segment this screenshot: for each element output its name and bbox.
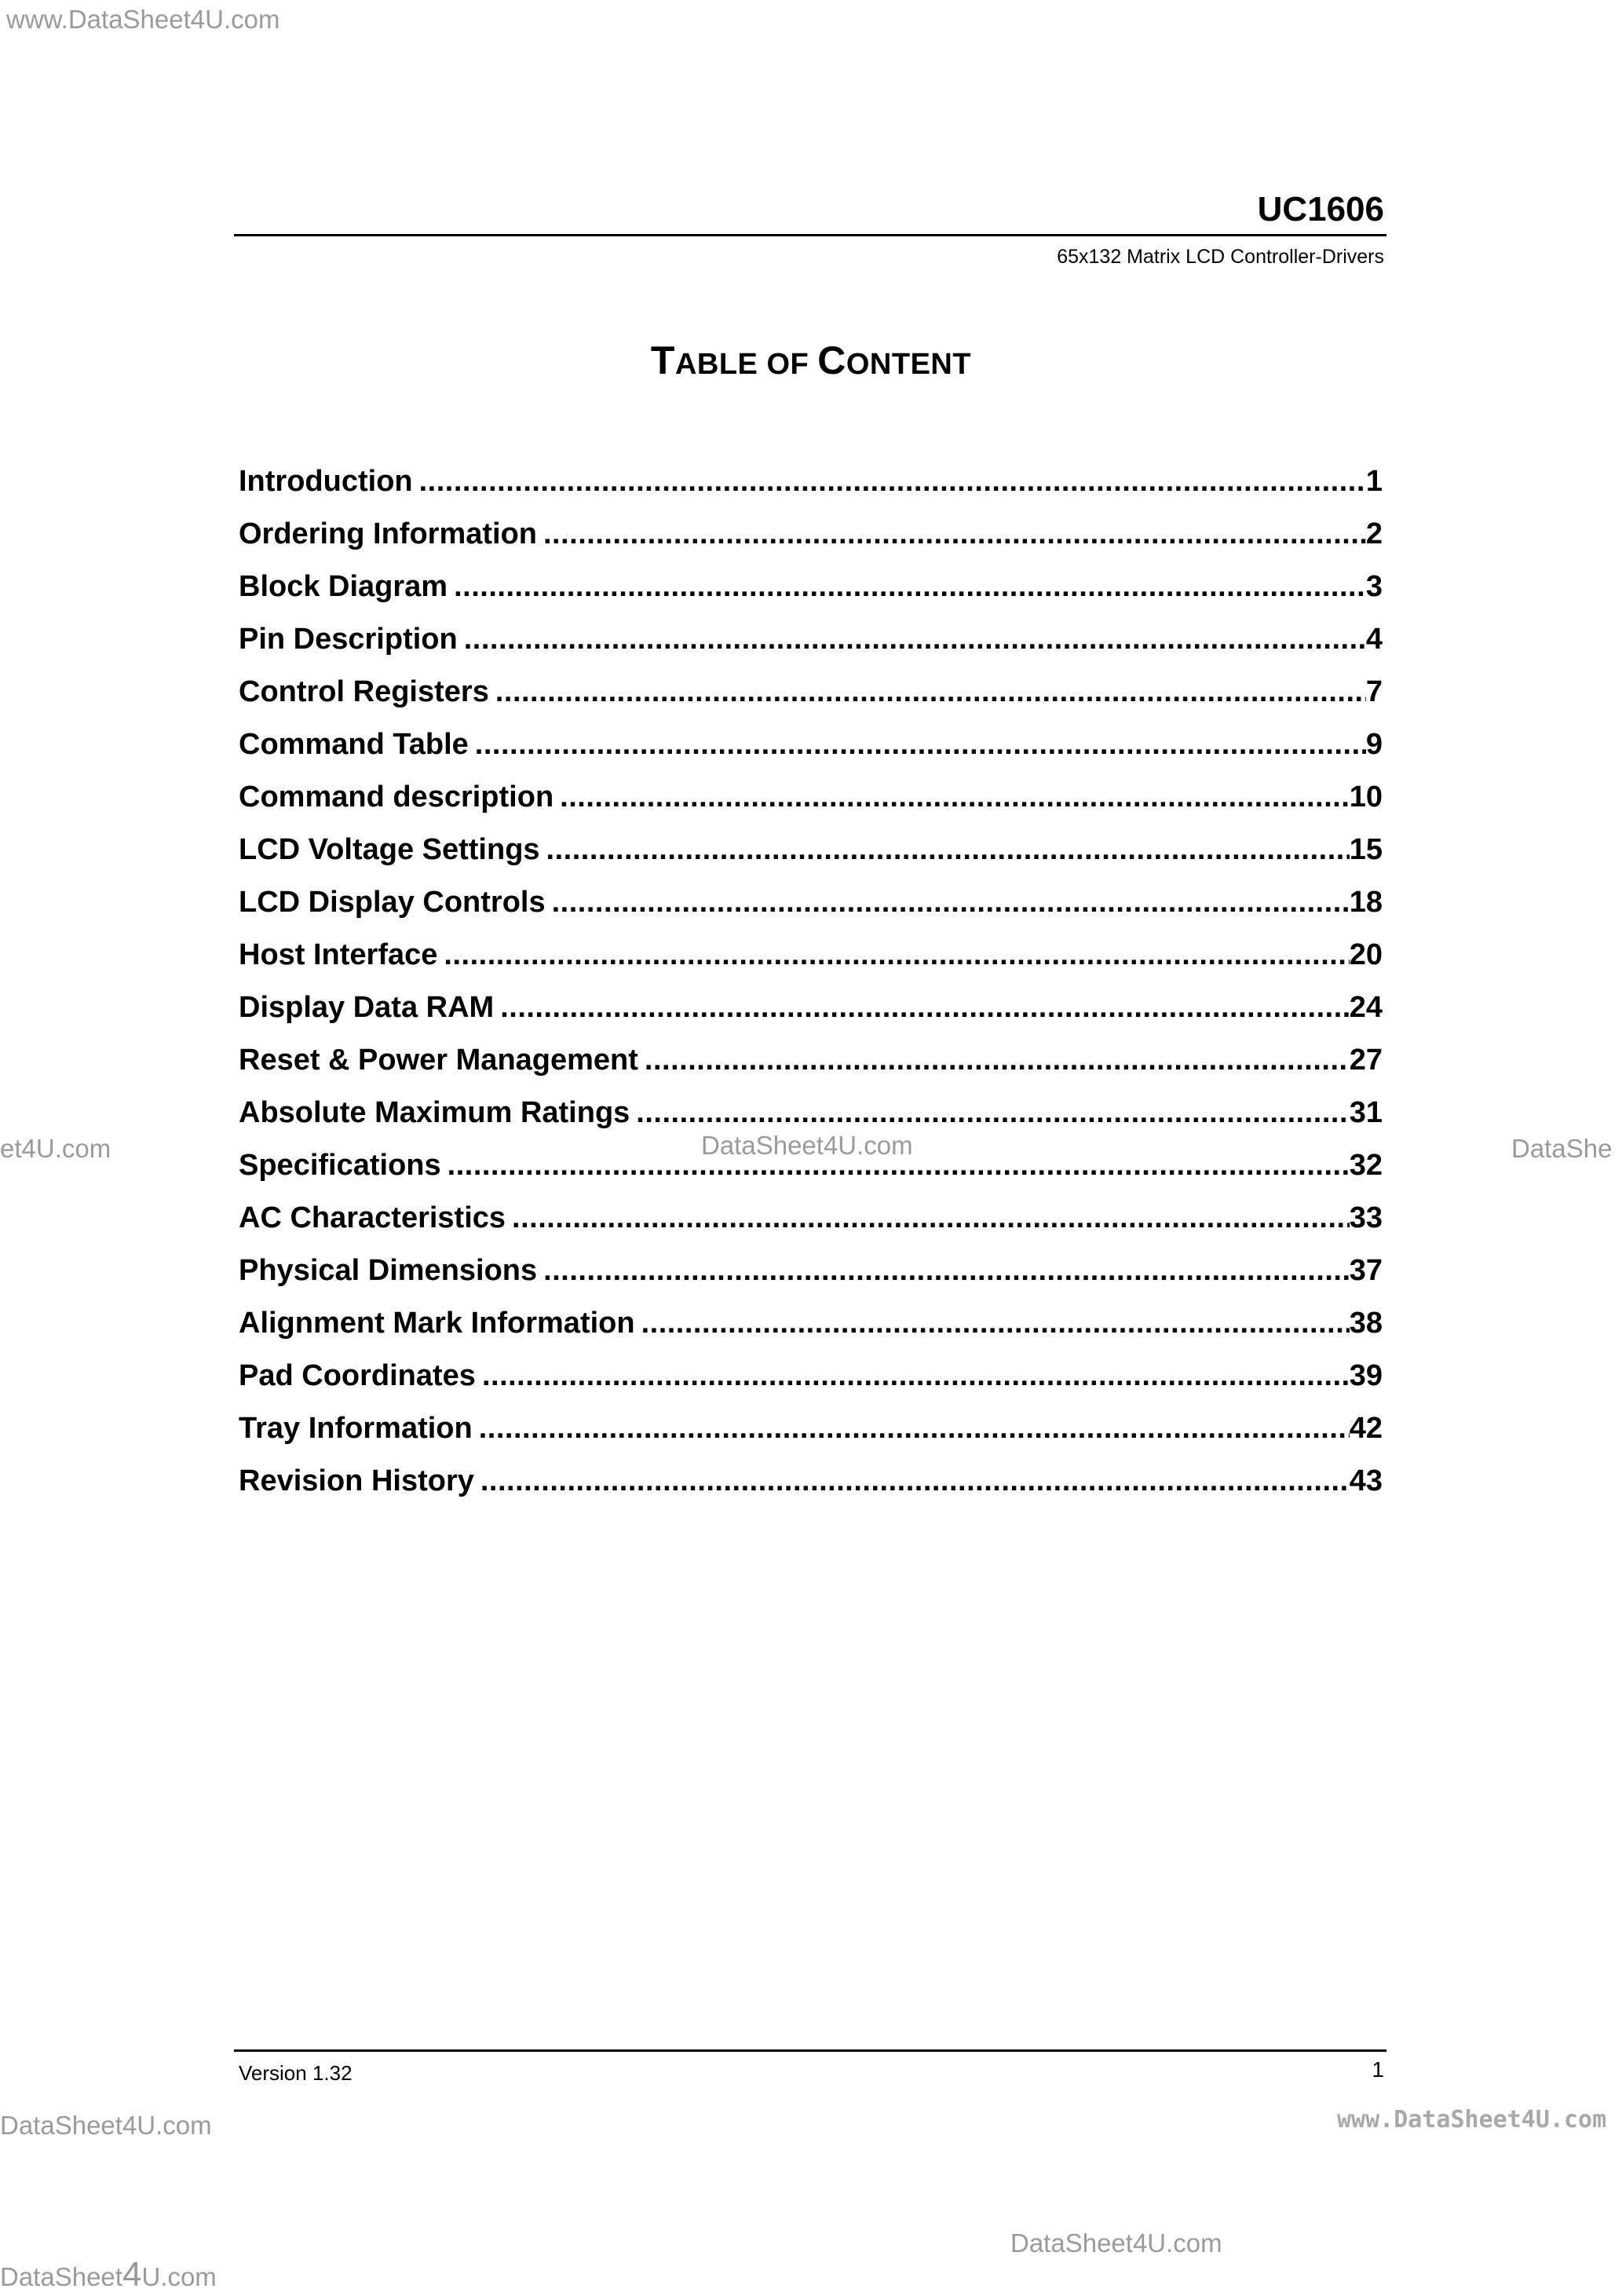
watermark-bottom-left-part-c: U.com bbox=[141, 2262, 217, 2291]
toc-entry[interactable] bbox=[239, 879, 1383, 931]
toc-entry-leader bbox=[474, 1457, 1350, 1504]
toc-entry-leader bbox=[469, 721, 1366, 768]
toc-entry-leader bbox=[494, 984, 1350, 1031]
toc-entry-title: Physical Dimensions bbox=[239, 1254, 538, 1287]
toc-entry[interactable] bbox=[239, 563, 1383, 616]
toc-entry[interactable] bbox=[239, 1300, 1383, 1352]
toc-entry-title: Control Registers bbox=[239, 675, 489, 708]
toc-entry-leader bbox=[630, 1089, 1349, 1136]
toc-entry-leader bbox=[489, 668, 1366, 715]
toc-entry-page: 4 bbox=[1365, 623, 1383, 656]
toc-entry-title: Tray Information bbox=[239, 1412, 473, 1445]
toc-entry-leader bbox=[537, 1247, 1350, 1294]
toc-entry-title: Host Interface bbox=[239, 938, 438, 971]
toc-entry-page: 43 bbox=[1349, 1464, 1383, 1497]
toc-entry-page: 18 bbox=[1349, 886, 1383, 919]
toc-entry-page: 9 bbox=[1365, 728, 1383, 761]
toc-heading-c: C bbox=[817, 338, 846, 382]
watermark-top-left: www.DataSheet4U.com bbox=[6, 5, 280, 34]
toc-entry[interactable] bbox=[239, 668, 1383, 721]
toc-entry-leader bbox=[638, 1036, 1350, 1084]
toc-entry-page: 39 bbox=[1349, 1359, 1383, 1392]
toc-entry[interactable] bbox=[239, 1036, 1383, 1089]
toc-entry-page: 33 bbox=[1349, 1201, 1383, 1234]
toc-entry-title: Pin Description bbox=[239, 623, 458, 656]
toc-entry[interactable] bbox=[239, 1247, 1383, 1300]
toc-entry[interactable] bbox=[239, 773, 1383, 826]
toc-heading-ontent: ONTENT bbox=[846, 348, 972, 381]
toc-entry-leader bbox=[476, 1352, 1350, 1399]
toc-entry-leader bbox=[537, 510, 1366, 558]
watermark-mid-center: DataSheet4U.com bbox=[701, 1131, 913, 1160]
watermark-lower-left: DataSheet4U.com bbox=[0, 2111, 212, 2140]
toc-entry-leader bbox=[473, 1405, 1350, 1452]
toc-entry-page: 3 bbox=[1365, 570, 1383, 603]
toc-entry-page: 38 bbox=[1349, 1307, 1383, 1340]
version-label: Version 1.32 bbox=[239, 2061, 353, 2085]
toc-entry-page: 27 bbox=[1349, 1044, 1383, 1077]
toc-entry-page: 37 bbox=[1349, 1254, 1383, 1287]
toc-entry-page: 20 bbox=[1349, 938, 1383, 971]
toc-entry[interactable] bbox=[239, 510, 1383, 563]
toc-entry[interactable] bbox=[239, 1194, 1383, 1247]
toc-entry[interactable] bbox=[239, 721, 1383, 773]
toc-entry-page: 42 bbox=[1349, 1412, 1383, 1445]
toc-entry-page: 15 bbox=[1349, 833, 1383, 866]
toc-entry-title: Introduction bbox=[239, 465, 413, 498]
toc-entry-leader bbox=[413, 458, 1366, 505]
toc-entry[interactable] bbox=[239, 826, 1383, 879]
toc-entry[interactable] bbox=[239, 1405, 1383, 1457]
toc-heading-able: ABLE OF bbox=[674, 348, 818, 381]
toc-entry[interactable] bbox=[239, 458, 1383, 510]
toc-entry-leader bbox=[553, 773, 1350, 821]
document-subtitle: 65x132 Matrix LCD Controller-Drivers bbox=[1057, 246, 1384, 268]
watermark-lower-right: www.DataSheet4U.com bbox=[1337, 2106, 1607, 2133]
watermark-bottom-left bbox=[0, 2255, 217, 2294]
toc-entry[interactable] bbox=[239, 1457, 1383, 1510]
toc-entry[interactable] bbox=[239, 984, 1383, 1036]
watermark-mid-left: et4U.com bbox=[0, 1134, 111, 1163]
toc-list bbox=[239, 458, 1383, 1510]
toc-entry-title: Display Data RAM bbox=[239, 991, 495, 1024]
toc-entry-page: 32 bbox=[1349, 1149, 1383, 1182]
toc-entry-title: Revision History bbox=[239, 1464, 474, 1497]
toc-entry-title: LCD Voltage Settings bbox=[239, 833, 540, 866]
toc-entry-leader bbox=[506, 1194, 1350, 1241]
page-number: 1 bbox=[1372, 2057, 1384, 2082]
footer-rule bbox=[234, 2049, 1386, 2052]
toc-entry-title: LCD Display Controls bbox=[239, 886, 546, 919]
toc-entry-page: 10 bbox=[1349, 781, 1383, 813]
toc-entry[interactable] bbox=[239, 1142, 1383, 1194]
watermark-bottom-left-part-b: 4 bbox=[122, 2255, 142, 2294]
toc-entry-title: Alignment Mark Information bbox=[239, 1307, 635, 1340]
toc-entry-title: Command Table bbox=[239, 728, 469, 761]
toc-entry-title: Ordering Information bbox=[239, 517, 537, 550]
toc-entry-title: Specifications bbox=[239, 1149, 441, 1182]
toc-entry-leader bbox=[546, 879, 1350, 926]
part-number-title: UC1606 bbox=[1257, 190, 1384, 229]
toc-entry[interactable] bbox=[239, 931, 1383, 984]
toc-entry-leader bbox=[635, 1300, 1350, 1347]
toc-entry-page: 1 bbox=[1365, 465, 1383, 498]
toc-entry-page: 31 bbox=[1349, 1096, 1383, 1129]
watermark-bottom-left-part-a: DataSheet bbox=[0, 2262, 122, 2291]
toc-entry-title: Absolute Maximum Ratings bbox=[239, 1096, 630, 1129]
toc-heading bbox=[0, 338, 1622, 383]
toc-entry[interactable] bbox=[239, 616, 1383, 668]
toc-entry-leader bbox=[540, 826, 1350, 873]
toc-entry-page: 2 bbox=[1365, 517, 1383, 550]
toc-entry-leader bbox=[437, 931, 1349, 978]
toc-entry-leader bbox=[448, 563, 1366, 610]
toc-entry-page: 7 bbox=[1365, 675, 1383, 708]
toc-entry-title: Block Diagram bbox=[239, 570, 448, 603]
toc-entry-title: Pad Coordinates bbox=[239, 1359, 476, 1392]
watermark-mid-right: DataShe bbox=[1511, 1134, 1613, 1163]
toc-heading-t: T bbox=[650, 338, 675, 382]
toc-entry-page: 24 bbox=[1349, 991, 1383, 1024]
toc-entry-title: Reset & Power Management bbox=[239, 1044, 638, 1077]
toc-entry-title: AC Characteristics bbox=[239, 1201, 506, 1234]
header-rule bbox=[234, 234, 1386, 236]
toc-entry-leader bbox=[458, 616, 1366, 663]
toc-entry[interactable] bbox=[239, 1089, 1383, 1142]
toc-entry-title: Command description bbox=[239, 781, 554, 813]
toc-entry[interactable] bbox=[239, 1352, 1383, 1405]
watermark-bottom-center: DataSheet4U.com bbox=[1010, 2228, 1222, 2258]
toc-entry-leader bbox=[441, 1142, 1350, 1189]
